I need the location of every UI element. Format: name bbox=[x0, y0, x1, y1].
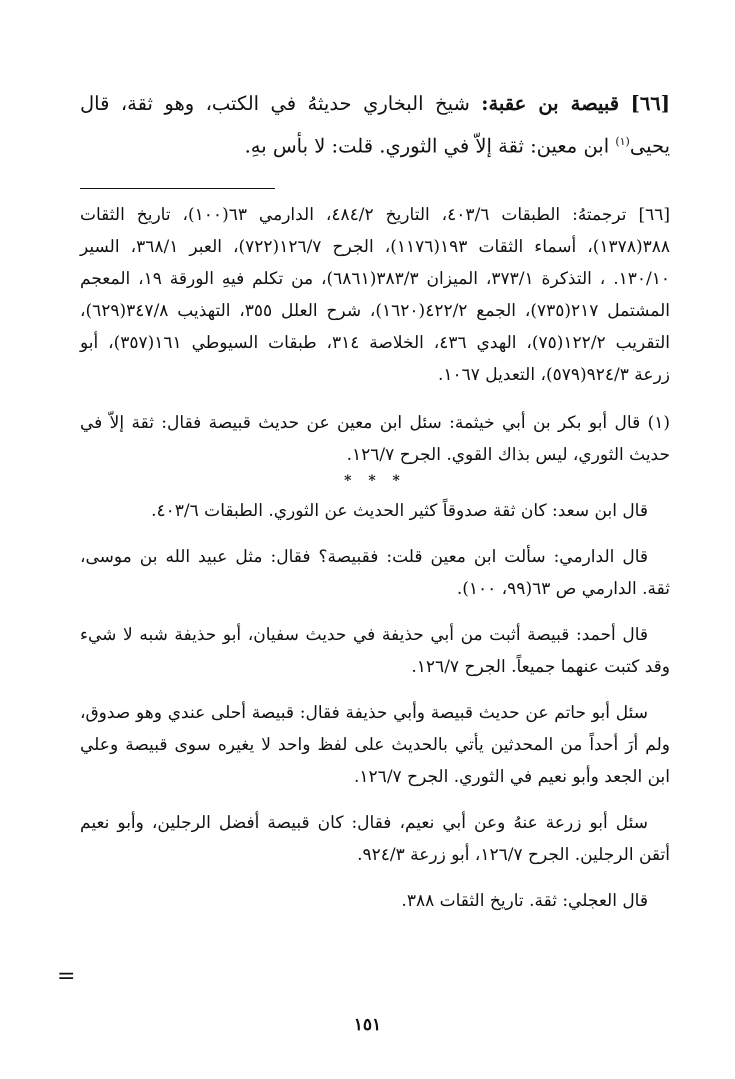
entry-text-2: ابن معين: ثقة إلاّ في الثوري. قلت: لا بأس بهِ. bbox=[244, 134, 616, 158]
entry-heading: قبيصة بن عقبة: bbox=[481, 92, 620, 115]
paragraph-darimi: قال الدارمي: سألت ابن معين قلت: فقبيصة؟ فقال: مثل عبيد الله بن موسى، ثقة. الدارمي ص ٦٣(٩٩، ١٠٠). bbox=[80, 546, 670, 599]
page-number: ١٥١ bbox=[353, 1015, 382, 1035]
footnote: (١) قال أبو بكر بن أبي خيثمة: سئل ابن معين عن حديث قبيصة فقال: ثقة إلاّ في حديث الثوري، ليس بذاك القوي. الجرح ١٢٦/٧. bbox=[80, 412, 670, 465]
paragraph-abu-hatim: سئل أبو حاتم عن حديث قبيصة وأبي حذيفة فقال: قبيصة أحلى عندي وهو صدوق، ولم أرَ أحداً من المحدثين يأتي بالحديث على لفظ واحد لا يغيره سوى قبيصة وعلي ابن الجعد وأبو نعيم في الثوري. الجرح ١٢٦/٧. bbox=[80, 702, 670, 787]
entry-number: [٦٦] bbox=[630, 92, 670, 115]
paragraph-abu-zurah: سئل أبو زرعة عنهُ وعن أبي نعيم، فقال: كان قبيصة أفضل الرجلين، وأبو نعيم أتقن الرجلين. الجرح ١٢٦/٧، أبو زرعة ٩٢٤/٣. bbox=[80, 812, 670, 865]
paragraph-ahmad: قال أحمد: قبيصة أثبت من أبي حذيفة في حديث سفيان، أبو حذيفة شبه لا شيء وقد كتبت عنهما جميعاً. الجرح ١٢٦/٧. bbox=[80, 624, 670, 677]
biography-sources: [٦٦] ترجمتهُ: الطبقات ٤٠٣/٦، التاريخ ٤٨٤/٢، الدارمي ٦٣(١٠٠)، تاريخ الثقات ٣٨٨(١٣٧٨)، أسماء الثقات ١٩٣(١١٧٦)، الجرح ١٢٦/٧(٧٢٢)، العبر ٣٦٨/١، السير ١٣٠/١٠. ، التذكرة ٣٧٣/١، الميزان ٣٨٣/٣(٦٨٦١)، من تكلم فيهِ الورقة ١٩، المعجم المشتمل ٢١٧(٧٣٥)، الجمع ٤٢٢/٢(١٦٢٠)، شرح العلل ٣٥٥، التهذيب ٣٤٧/٨(٦٢٩)، التقريب ١٢٢/٢(٧٥)، الهدي ٤٣٦، الخلاصة ٣١٤، طبقات السيوطي ١٦١(٣٥٧)، أبو زرعة ٩٢٤/٣(٥٧٩)، التعديل ١٠٦٧. bbox=[80, 204, 671, 385]
entry-text-1: شيخ البخاري حديثهُ في الكتب، وهو ثقة، قال يحيى bbox=[80, 92, 670, 158]
section-stars: * * * bbox=[344, 472, 406, 489]
page-body bbox=[80, 85, 670, 917]
footnote-ref: (١) bbox=[615, 135, 630, 148]
paragraph-ibn-saad: قال ابن سعد: كان ثقة صدوقاً كثير الحديث عن الثوري. الطبقات ٤٠٣/٦. bbox=[151, 500, 648, 521]
entry-heading-paragraph bbox=[80, 85, 670, 166]
paragraph-ijli: قال العجلي: ثقة. تاريخ الثقات ٣٨٨. bbox=[401, 890, 648, 911]
separator-line bbox=[80, 188, 275, 189]
continuation-mark: = bbox=[57, 964, 76, 989]
